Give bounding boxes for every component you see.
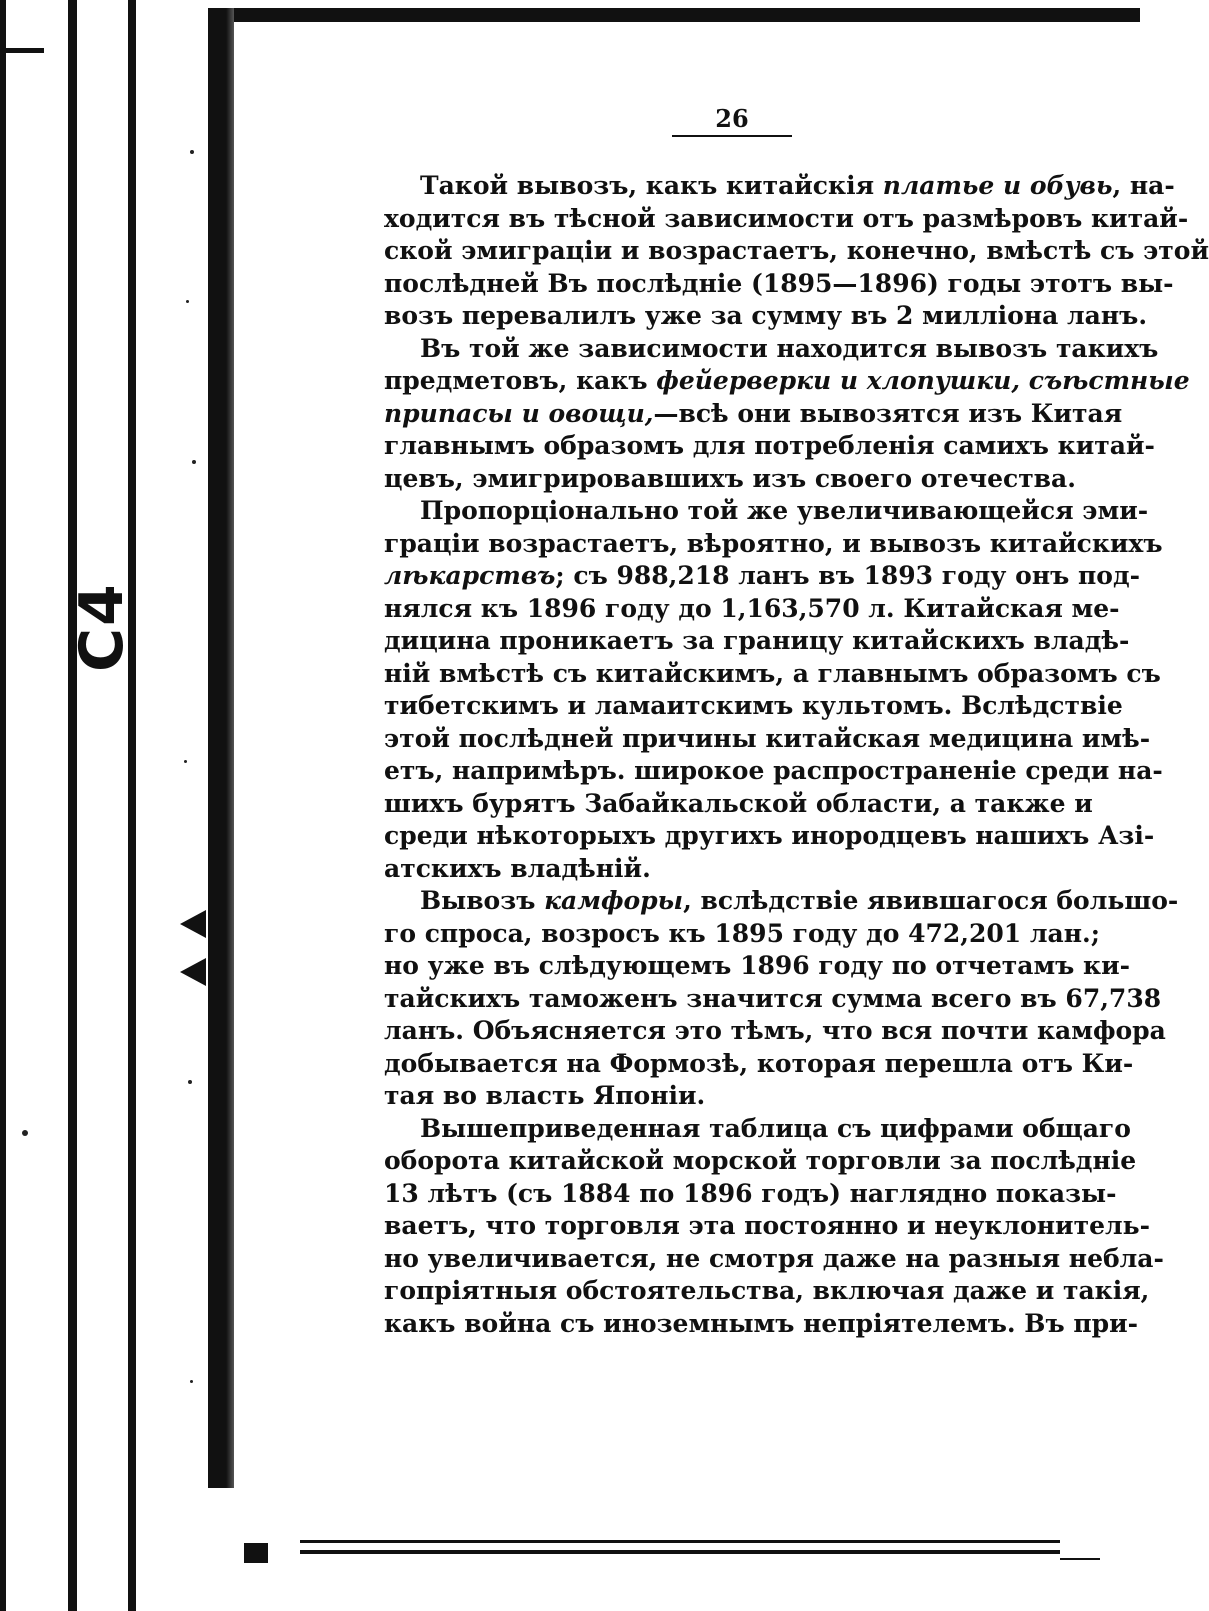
scan-edge-line (0, 0, 6, 1611)
italic-term: лѣкарствъ (384, 561, 556, 590)
text-line (384, 755, 1163, 788)
triangle-marker-icon (180, 958, 206, 986)
text-line (384, 300, 1148, 333)
body-text (384, 170, 1209, 1340)
text-run: Въ той же зависимости находится вывозъ такихъ (420, 333, 1159, 363)
margin-stamp: C4 (67, 582, 137, 672)
text-run: атскихъ владѣній. (384, 853, 651, 883)
text-line (384, 820, 1155, 853)
text-run: етъ, напримѣръ. широкое распространеніе среди на- (384, 756, 1163, 785)
text-run: этой послѣдней причины китайская медицина имѣ- (384, 723, 1151, 753)
text-run: добывается на Формозѣ, которая перешла отъ Ки- (384, 1048, 1134, 1078)
text-run: ской эмиграціи и возрастаетъ, конечно, вмѣстѣ съ этой (384, 236, 1209, 265)
bottom-square-mark (244, 1543, 268, 1563)
scan-edge-line (68, 0, 77, 1611)
text-line (384, 170, 1175, 203)
text-line (384, 1178, 1117, 1211)
text-line (384, 950, 1131, 983)
page-top-border (210, 8, 1140, 22)
text-line (384, 690, 1123, 723)
text-line (384, 268, 1174, 301)
text-run: но уже въ слѣдующемъ 1896 году по отчетамъ ки- (384, 951, 1131, 980)
text-run: , на- (1112, 171, 1175, 200)
text-run: го спроса, возросъ къ 1895 году до 472,201 лан.; (384, 918, 1100, 948)
text-line (384, 463, 1080, 496)
text-run: возъ перевалилъ уже за сумму въ 2 милліона ланъ. (384, 301, 1148, 330)
text-run: ній вмѣстѣ съ китайскимъ, а главнымъ образомъ съ (384, 658, 1161, 688)
text-run: ; съ 988,218 ланъ въ 1893 году онъ под- (555, 561, 1141, 590)
scan-speck (184, 760, 187, 763)
text-run: но увеличивается, не смотря даже на разныя небла- (384, 1243, 1164, 1273)
text-run: тая во власть Японіи. (384, 1081, 706, 1110)
text-run: тибетскимъ и ламаитскимъ культомъ. Вслѣдствіе (384, 691, 1123, 720)
text-line (384, 853, 1080, 886)
bottom-rule (300, 1540, 1060, 1543)
text-run: оборота китайской морской торговли за послѣдніе (384, 1146, 1137, 1175)
text-line (384, 495, 1149, 528)
bottom-rule (300, 1550, 1060, 1554)
text-line (384, 235, 1209, 268)
scan-edge-line (128, 0, 136, 1611)
text-line (384, 788, 1093, 821)
text-line (384, 1275, 1150, 1308)
text-run: ходится въ тѣсной зависимости отъ размѣровъ китай- (384, 203, 1189, 233)
text-run: Такой вывозъ, какъ китайскія (420, 171, 883, 200)
italic-term: припасы и овощи, (384, 398, 654, 428)
scan-speck (190, 150, 194, 154)
paragraph (384, 1113, 1164, 1341)
text-line (384, 625, 1130, 658)
text-run: ваетъ, что торговля эта постоянно и неуклонитель- (384, 1211, 1150, 1240)
text-run: какъ война съ иноземнымъ непріятелемъ. Въ при- (384, 1308, 1139, 1338)
text-line (384, 1145, 1137, 1178)
text-run: предметовъ, какъ (384, 366, 657, 395)
italic-term: фейерверки и хлопушки, съѣстные (656, 366, 1190, 395)
text-line (384, 1080, 1080, 1113)
text-line (384, 430, 1155, 463)
page-number-underline (672, 135, 792, 137)
page-left-border (208, 8, 234, 1488)
text-line (384, 885, 1179, 918)
margin-mark (0, 48, 44, 53)
bottom-rule (1060, 1558, 1100, 1560)
text-line (384, 723, 1151, 756)
text-line (384, 983, 1162, 1016)
text-line (384, 918, 1100, 951)
text-line (384, 398, 1123, 431)
text-line (384, 333, 1159, 366)
text-line (384, 658, 1161, 691)
paragraph (384, 885, 1179, 1113)
text-run: среди нѣкоторыхъ другихъ инородцевъ нашихъ Азі- (384, 821, 1155, 850)
page-number: 26 (715, 104, 749, 133)
text-run: дицина проникаетъ за границу китайскихъ владѣ- (384, 626, 1130, 655)
text-run: —всѣ они вывозятся изъ Китая (653, 398, 1123, 428)
text-line (384, 203, 1189, 236)
text-line (384, 1210, 1150, 1243)
triangle-marker-icon (180, 910, 206, 938)
text-run: 13 лѣтъ (съ 1884 по 1896 годъ) наглядно показы- (384, 1178, 1117, 1208)
text-line (384, 1113, 1131, 1146)
text-line (384, 528, 1163, 561)
text-run: гопріятныя обстоятельства, включая даже и такія, (384, 1276, 1150, 1305)
text-line (384, 365, 1190, 398)
text-line (384, 593, 1120, 626)
text-run: нялся къ 1896 году до 1,163,570 л. Китайская ме- (384, 593, 1120, 623)
paragraph (384, 333, 1190, 496)
scan-speck (186, 300, 189, 303)
scan-speck (192, 460, 196, 464)
text-run: Вышеприведенная таблица съ цифрами общаго (420, 1113, 1131, 1143)
text-run: шихъ бурятъ Забайкальской области, а также и (384, 788, 1093, 818)
text-run: цевъ, эмигрировавшихъ изъ своего отечества. (384, 463, 1076, 493)
text-line (384, 1015, 1166, 1048)
text-run: ланъ. Объясняется это тѣмъ, что вся почти камфора (384, 1016, 1166, 1045)
text-run: тайскихъ таможенъ значится сумма всего въ 67,738 (384, 983, 1162, 1013)
scan-speck (190, 1380, 193, 1383)
scan-speck (22, 1130, 28, 1136)
text-line (384, 1243, 1164, 1276)
paragraph (384, 495, 1163, 885)
text-run: Вывозъ (420, 886, 545, 915)
text-run: , вслѣдствіе явившагося большо- (683, 886, 1179, 915)
paragraph (384, 170, 1209, 333)
text-run: послѣдней Въ послѣдніе (1895—1896) годы этотъ вы- (384, 268, 1174, 298)
italic-term: платье и обувь (882, 171, 1113, 200)
scan-speck (188, 1080, 192, 1084)
text-line (384, 560, 1141, 593)
text-line (384, 1308, 1139, 1341)
text-run: главнымъ образомъ для потребленія самихъ китай- (384, 431, 1155, 460)
text-line (384, 1048, 1134, 1081)
italic-term: камфоры (544, 886, 684, 915)
text-run: Пропорціонально той же увеличивающейся эми- (420, 496, 1149, 525)
text-run: граціи возрастаетъ, вѣроятно, и вывозъ китайскихъ (384, 528, 1163, 558)
